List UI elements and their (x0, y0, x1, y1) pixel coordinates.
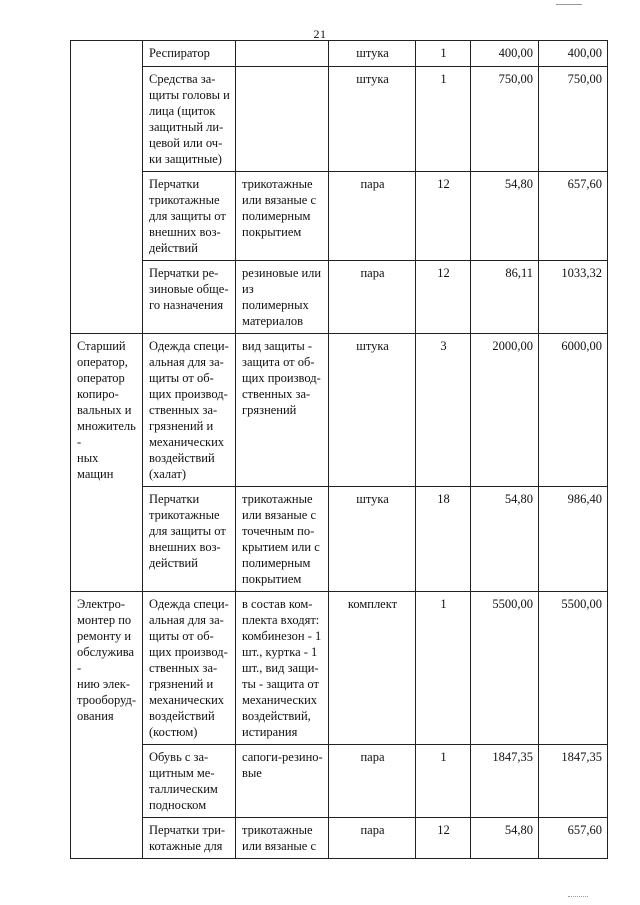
price-cell: 54,80 (471, 172, 539, 261)
quantity-cell: 1 (416, 745, 471, 818)
sum-cell: 1033,32 (539, 261, 608, 334)
unit-cell: пара (329, 261, 416, 334)
unit-cell: пара (329, 745, 416, 818)
item-name-cell: Перчатки трикотажные для защиты от внешних воз- действий (143, 487, 236, 592)
price-cell: 750,00 (471, 67, 539, 172)
description-cell (236, 67, 329, 172)
table-row (71, 487, 608, 592)
item-name-cell: Обувь с за- щитным ме- таллическим подноском (143, 745, 236, 818)
item-name-cell: Перчатки три- котажные для (143, 818, 236, 859)
unit-cell: штука (329, 487, 416, 592)
item-name-cell: Средства за- щиты головы и лица (щиток защитный ли- цевой или оч- ки защитные) (143, 67, 236, 172)
position-cell: Электро- монтер по ремонту и обслужива- нию элек- трооборуд- ования (71, 592, 143, 859)
description-cell: резиновые или из полимерных материалов (236, 261, 329, 334)
unit-cell: пара (329, 818, 416, 859)
quantity-cell: 1 (416, 67, 471, 172)
corner-mark (556, 0, 582, 5)
quantity-cell: 3 (416, 334, 471, 487)
description-cell: трикотажные или вязаные с (236, 818, 329, 859)
description-cell (236, 41, 329, 67)
price-cell: 2000,00 (471, 334, 539, 487)
description-cell: вид защиты - защита от об- щих производ- ственных за- грязнений (236, 334, 329, 487)
unit-cell: штука (329, 67, 416, 172)
quantity-cell: 12 (416, 261, 471, 334)
item-name-cell: Одежда специ- альная для за- щиты от об- щих производ- ственных за- грязнений и механических воздействий (костюм) (143, 592, 236, 745)
table-row (71, 592, 608, 745)
price-cell: 1847,35 (471, 745, 539, 818)
ppe-table (70, 40, 608, 859)
unit-cell: штука (329, 41, 416, 67)
table-row (71, 67, 608, 172)
table-row (71, 334, 608, 487)
quantity-cell: 1 (416, 592, 471, 745)
unit-cell: штука (329, 334, 416, 487)
page-number: 21 (313, 27, 327, 41)
quantity-cell: 12 (416, 172, 471, 261)
sum-cell: 657,60 (539, 818, 608, 859)
sum-cell: 1847,35 (539, 745, 608, 818)
item-name-cell: Перчатки ре- зиновые обще- го назначения (143, 261, 236, 334)
unit-cell: пара (329, 172, 416, 261)
description-cell: трикотажные или вязаные с точечным по- крытием или с полимерным покрытием (236, 487, 329, 592)
sum-cell: 6000,00 (539, 334, 608, 487)
price-cell: 86,11 (471, 261, 539, 334)
quantity-cell: 1 (416, 41, 471, 67)
sum-cell: 986,40 (539, 487, 608, 592)
table-row (71, 818, 608, 859)
table-row (71, 172, 608, 261)
description-cell: в состав ком- плекта входят: комбинезон - 1 шт., куртка - 1 шт., вид защи- ты - защита от механических воздействий, истирания (236, 592, 329, 745)
unit-cell: комплект (329, 592, 416, 745)
table-row (71, 745, 608, 818)
item-name-cell: Респиратор (143, 41, 236, 67)
table-row (71, 41, 608, 67)
price-cell: 400,00 (471, 41, 539, 67)
sum-cell: 400,00 (539, 41, 608, 67)
sum-cell: 750,00 (539, 67, 608, 172)
quantity-cell: 18 (416, 487, 471, 592)
description-cell: трикотажные или вязаные с полимерным покрытием (236, 172, 329, 261)
quantity-cell: 12 (416, 818, 471, 859)
item-name-cell: Перчатки трикотажные для защиты от внешних воз- действий (143, 172, 236, 261)
table-row (71, 261, 608, 334)
price-cell: 54,80 (471, 487, 539, 592)
price-cell: 5500,00 (471, 592, 539, 745)
item-name-cell: Одежда специ- альная для за- щиты от об- щих производ- ственных за- грязнений и механических воздействий (халат) (143, 334, 236, 487)
position-cell (71, 41, 143, 334)
scan-mark (568, 896, 588, 899)
sum-cell: 657,60 (539, 172, 608, 261)
position-cell: Старший оператор, оператор копиро- вальных и множитель- ных мащин (71, 334, 143, 592)
description-cell: сапоги-резино- вые (236, 745, 329, 818)
sum-cell: 5500,00 (539, 592, 608, 745)
price-cell: 54,80 (471, 818, 539, 859)
